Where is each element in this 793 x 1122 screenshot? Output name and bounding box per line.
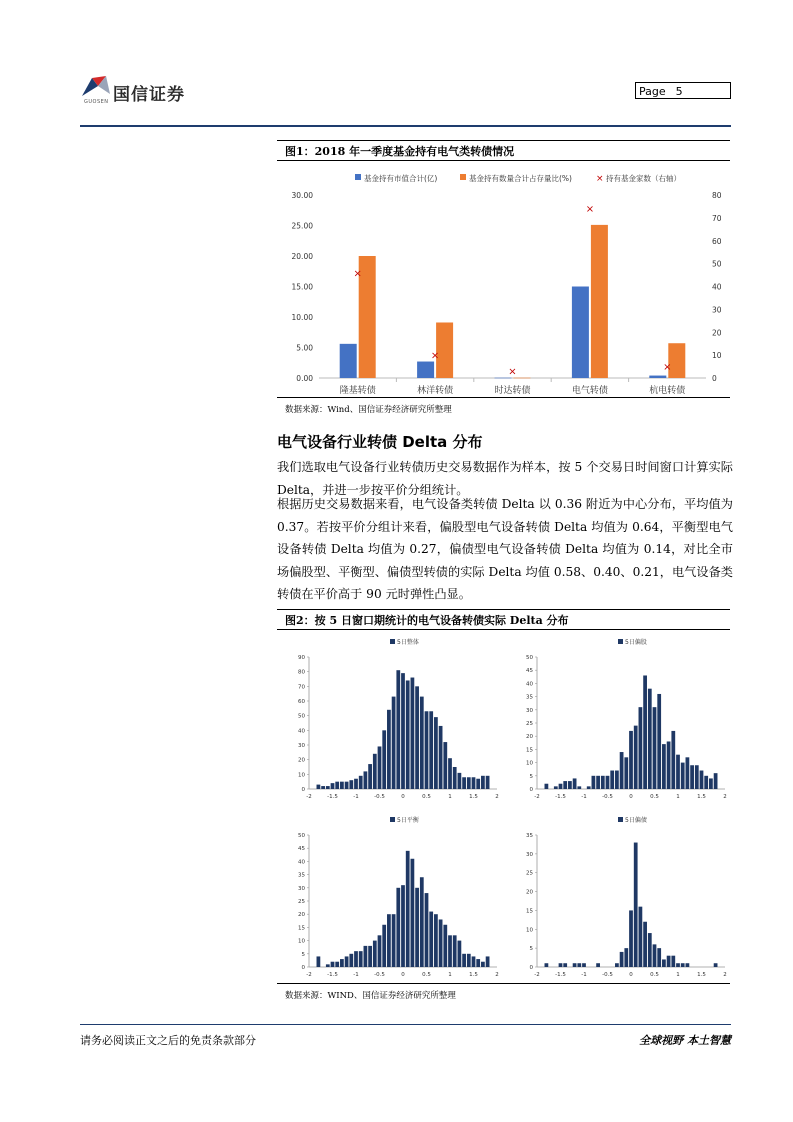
y-tick-label: 30 xyxy=(298,885,305,892)
histogram-bar xyxy=(714,773,718,789)
histogram-bar xyxy=(681,763,685,789)
x-tick-label: 2 xyxy=(723,794,727,800)
y-tick-label: 0 xyxy=(301,965,305,971)
histogram-bar xyxy=(411,678,415,789)
x-tick-label: -1 xyxy=(581,972,587,978)
histogram-bar xyxy=(657,948,661,967)
x-tick-label: -0.5 xyxy=(374,794,385,800)
histogram-bar xyxy=(592,776,596,789)
page-indicator xyxy=(635,82,731,99)
logo-mark-icon xyxy=(80,74,112,100)
histogram-bar xyxy=(486,956,490,967)
section-heading: 电气设备行业转债 Delta 分布 xyxy=(277,433,483,451)
histogram-bar xyxy=(443,742,447,789)
y-tick-label: 10.00 xyxy=(291,313,313,322)
y2-tick-label: 10 xyxy=(712,351,722,361)
histogram-bar xyxy=(382,730,386,789)
histogram-bar xyxy=(317,785,321,789)
y-tick-label: 40 xyxy=(298,859,305,866)
paragraph-1: 我们选取电气设备行业转债历史交易数据作为样本，按 5 个交易日时间窗口计算实际 Delta，并进一步按平价分组统计。 xyxy=(277,460,733,497)
bar-holding-ratio xyxy=(591,225,608,378)
histogram-bar xyxy=(559,784,563,789)
y2-tick-label: 70 xyxy=(712,213,722,223)
figure2-charts xyxy=(277,632,733,982)
histogram-bar xyxy=(453,767,457,789)
histogram-bar xyxy=(472,956,476,967)
histogram-bar xyxy=(686,757,690,789)
histogram-bar xyxy=(425,893,429,967)
histogram-bar xyxy=(335,962,339,967)
histogram-bar xyxy=(349,780,353,789)
figure1-rule xyxy=(277,397,730,398)
histogram-bar xyxy=(429,711,433,789)
histogram-bar xyxy=(620,752,624,789)
histogram-bar xyxy=(415,686,419,789)
paragraph-2: 根据历史交易数据来看，电气设备类转债 Delta 以 0.36 附近为中心分布，平均值为 0.37。若按平价分组计来看，偏股型电气设备转债 Delta 均值为 0.64，平衡型电气设备转债 Delta 均值为 0.27，偏债型电气设备转债 Delta 均值为 0.14，对比全市场偏股型、平衡型、偏债型转债的实际 Delta 均值 0.58、0.40、0.21，电气设备类转债在平价高于 90 元时弹性凸显。 xyxy=(277,497,733,601)
bar-market-value xyxy=(572,287,589,379)
y-tick-label: 40 xyxy=(526,681,533,688)
legend-swatch-0 xyxy=(390,639,395,644)
histogram-bar xyxy=(662,959,666,967)
histogram-bar xyxy=(458,941,462,967)
histogram-bar xyxy=(657,694,661,789)
histogram-bar xyxy=(486,776,490,789)
y2-tick-label: 80 xyxy=(712,191,722,200)
x-tick-label: 1 xyxy=(676,972,680,978)
histogram-bar xyxy=(443,925,447,967)
y-tick-label: 70 xyxy=(298,684,305,691)
histogram-bar xyxy=(481,776,485,789)
histogram-bar xyxy=(387,710,391,789)
y-tick-label: 0 xyxy=(301,787,305,793)
x-tick-label: 1 xyxy=(448,972,452,978)
legend-label-0: 5日整体 xyxy=(397,639,419,646)
histogram-bar xyxy=(671,731,675,789)
histogram-bar xyxy=(686,963,690,967)
histogram-bar xyxy=(671,956,675,967)
histogram-bar xyxy=(577,963,581,967)
histogram-bar xyxy=(563,963,567,967)
histogram-bar xyxy=(462,777,466,789)
histogram-bar xyxy=(462,954,466,967)
x-tick-label: 2 xyxy=(495,794,499,800)
y-tick-label: 35 xyxy=(526,694,533,701)
y-tick-label: 30 xyxy=(298,743,305,749)
disclaimer-note: 请务必阅读正文之后的免责条款部分 xyxy=(80,1034,256,1047)
y-tick-label: 35 xyxy=(298,872,305,879)
y2-tick-label: 30 xyxy=(712,305,722,315)
histogram-bar xyxy=(392,914,396,967)
legend-swatch-3 xyxy=(618,817,623,822)
histogram-bar xyxy=(448,935,452,967)
bar-market-value xyxy=(649,376,666,378)
histogram-bar xyxy=(317,956,321,967)
histogram-bar xyxy=(545,784,549,789)
bar-holding-ratio xyxy=(514,378,531,379)
histogram-bar xyxy=(667,741,671,789)
histogram-bar xyxy=(439,919,443,967)
histogram-bar xyxy=(545,963,549,967)
y-tick-label: 45 xyxy=(298,846,305,853)
logo-text: 国信证券 xyxy=(113,85,185,105)
x-tick-label: -0.5 xyxy=(374,972,385,978)
histogram-bar xyxy=(326,964,330,967)
histogram-bar xyxy=(359,951,363,967)
histogram-bar xyxy=(610,771,614,789)
histogram-bar xyxy=(354,779,358,789)
histogram-bar xyxy=(368,946,372,967)
y-tick-label: 0 xyxy=(529,965,533,971)
x-tick-label: 0 xyxy=(401,794,405,800)
x-tick-label: 1 xyxy=(676,794,680,800)
y-tick-label: 15 xyxy=(526,747,533,754)
histogram-bar xyxy=(415,888,419,967)
histogram-bar xyxy=(373,941,377,967)
y-tick-label: 30.00 xyxy=(291,191,313,200)
x-tick-label: 1.5 xyxy=(697,972,706,978)
y-tick-label: 30 xyxy=(526,707,533,714)
histogram-bar xyxy=(676,755,680,789)
histogram-bar xyxy=(629,910,633,967)
legend-swatch-1 xyxy=(618,639,623,644)
scatter-fund-count: × xyxy=(430,350,440,362)
y-tick-label: 50 xyxy=(526,655,533,661)
y-tick-label: 0.00 xyxy=(296,374,313,383)
histogram-bar xyxy=(639,907,643,967)
y-tick-label: 50 xyxy=(298,833,305,839)
y-tick-label: 40 xyxy=(298,728,305,735)
y-tick-label: 10 xyxy=(298,772,305,779)
histogram-bar xyxy=(559,963,563,967)
histogram-bar xyxy=(420,877,424,967)
legend-swatch-2 xyxy=(390,817,395,822)
histogram-bar xyxy=(634,843,638,967)
histogram-bar xyxy=(615,963,619,967)
histogram-bar xyxy=(453,935,457,967)
x-tick-label: -2 xyxy=(534,794,540,800)
histogram-bar xyxy=(321,786,325,789)
bar-market-value xyxy=(495,378,512,379)
histogram-bar xyxy=(340,782,344,789)
scatter-fund-count: × xyxy=(585,204,595,216)
legend-swatch-1 xyxy=(460,174,466,180)
histogram-bar xyxy=(448,758,452,789)
histogram-bar xyxy=(364,771,368,789)
y-tick-label: 35 xyxy=(526,833,533,839)
legend-label-2: 5日平衡 xyxy=(397,817,419,824)
scatter-fund-count: × xyxy=(508,366,517,378)
footer-slogan: 全球视野 本土智慧 xyxy=(639,1034,731,1047)
histogram-bar xyxy=(624,757,628,789)
histogram-bar xyxy=(704,776,708,789)
histogram-bar xyxy=(401,885,405,967)
legend-label-2: 持有基金家数（右轴） xyxy=(606,174,681,183)
histogram-bar xyxy=(382,925,386,967)
x-tick-label: 0.5 xyxy=(650,972,659,978)
legend-label-1: 基金持有数量合计占存量比(%) xyxy=(469,174,572,183)
y-tick-label: 15.00 xyxy=(291,282,313,292)
y-tick-label: 45 xyxy=(526,668,533,675)
histogram-bar xyxy=(458,773,462,789)
bar-market-value xyxy=(417,362,434,378)
histogram-bar xyxy=(714,963,718,967)
histogram-bar xyxy=(439,726,443,789)
histogram-bar xyxy=(429,912,433,967)
histogram-bar xyxy=(667,956,671,967)
x-tick-label: 1 xyxy=(448,794,452,800)
histogram-bar xyxy=(577,786,581,789)
y2-tick-label: 0 xyxy=(712,374,717,383)
x-tick-label: 0 xyxy=(401,972,405,978)
x-tick-label: 2 xyxy=(723,972,727,978)
histogram-bar xyxy=(331,962,335,967)
legend-marker-2: × xyxy=(596,174,604,184)
x-tick-label: 0 xyxy=(629,972,633,978)
histogram-bar xyxy=(345,782,349,789)
histogram-bar xyxy=(467,954,471,967)
histogram-bar xyxy=(596,963,600,967)
y-tick-label: 20 xyxy=(298,912,305,919)
logo-subtext: GUOSEN xyxy=(84,99,109,105)
histogram-bar xyxy=(643,922,647,967)
y2-tick-label: 60 xyxy=(712,236,722,246)
y-tick-label: 60 xyxy=(298,699,305,705)
histogram-bar xyxy=(406,851,410,967)
y-tick-label: 90 xyxy=(298,655,305,661)
x-tick-label: 1.5 xyxy=(697,794,706,800)
legend-label-0: 基金持有市值合计(亿) xyxy=(364,174,438,183)
histogram-bar xyxy=(392,697,396,789)
figure1-title: 图1：2018 年一季度基金持有电气类转债情况 xyxy=(277,140,730,161)
y2-tick-label: 20 xyxy=(712,328,722,338)
histogram-bar xyxy=(331,783,335,789)
histogram-bar xyxy=(662,744,666,789)
histogram-bar xyxy=(368,764,372,789)
x-tick-label: 0.5 xyxy=(650,794,659,800)
x-tick-label: 1.5 xyxy=(469,972,478,978)
page-label: Page xyxy=(639,85,666,98)
histogram-bar xyxy=(639,707,643,789)
y-tick-label: 5 xyxy=(301,951,305,958)
histogram-bar xyxy=(620,952,624,967)
figure2-source: 数据来源：WIND、国信证券经济研究所整理 xyxy=(285,991,456,1001)
histogram-bar xyxy=(648,689,652,789)
x-tick-label: -1 xyxy=(353,794,359,800)
histogram-bar xyxy=(629,731,633,789)
x-tick-label: -1 xyxy=(353,972,359,978)
legend-label-3: 5日偏债 xyxy=(625,817,647,824)
histogram-bar xyxy=(587,786,591,789)
histogram-bar xyxy=(434,914,438,967)
y-tick-label: 25.00 xyxy=(291,221,313,231)
category-label: 隆基转债 xyxy=(339,386,376,396)
y-tick-label: 5 xyxy=(529,773,533,780)
histogram-bar xyxy=(643,675,647,789)
legend-label-1: 5日偏股 xyxy=(625,639,647,646)
category-label: 时达转债 xyxy=(494,386,531,396)
category-label: 电气转债 xyxy=(571,386,608,396)
histogram-bar xyxy=(624,948,628,967)
legend-swatch-0 xyxy=(355,174,361,180)
scatter-fund-count: × xyxy=(663,362,672,374)
histogram-bar xyxy=(354,951,358,967)
x-tick-label: -2 xyxy=(534,972,540,978)
histogram-bar xyxy=(373,754,377,789)
y-tick-label: 10 xyxy=(526,760,533,767)
y-tick-label: 20 xyxy=(298,757,305,764)
x-tick-label: -1.5 xyxy=(555,972,566,978)
footer-rule xyxy=(80,1024,731,1025)
histogram-bar xyxy=(700,771,704,789)
histogram-bar xyxy=(690,765,694,789)
histogram-bar xyxy=(411,859,415,967)
figure1-source: 数据来源：Wind、国信证券经济研究所整理 xyxy=(285,405,452,415)
category-label: 杭电转债 xyxy=(649,386,686,396)
y-tick-label: 50 xyxy=(298,713,305,720)
x-tick-label: 2 xyxy=(495,972,499,978)
histogram-bar xyxy=(554,786,558,789)
histogram-bar xyxy=(601,776,605,789)
x-tick-label: -1.5 xyxy=(327,794,338,800)
y2-tick-label: 50 xyxy=(712,259,722,269)
scatter-fund-count: × xyxy=(353,268,362,280)
histogram-bar xyxy=(648,933,652,967)
histogram-bar xyxy=(709,778,713,789)
figure2-rule xyxy=(277,983,730,984)
y2-tick-label: 40 xyxy=(712,282,722,292)
histogram-bar xyxy=(401,673,405,789)
y-tick-label: 20.00 xyxy=(291,252,313,261)
histogram-bar xyxy=(387,914,391,967)
histogram-bar xyxy=(653,707,657,789)
histogram-bar xyxy=(396,888,400,967)
y-tick-label: 25 xyxy=(526,721,533,727)
histogram-bar xyxy=(476,779,480,789)
histogram-bar xyxy=(606,776,610,789)
x-tick-label: -2 xyxy=(306,972,312,978)
histogram-bar xyxy=(364,946,368,967)
x-tick-label: -1.5 xyxy=(327,972,338,978)
histogram-bar xyxy=(425,711,429,789)
histogram-bar xyxy=(335,782,339,789)
page-number: 5 xyxy=(675,85,683,98)
histogram-bar xyxy=(378,746,382,789)
histogram-bar xyxy=(615,771,619,789)
y-tick-label: 15 xyxy=(298,925,305,932)
y-tick-label: 30 xyxy=(526,851,533,858)
y-tick-label: 10 xyxy=(526,927,533,934)
histogram-bar xyxy=(676,963,680,967)
histogram-bar xyxy=(634,726,638,789)
histogram-bar xyxy=(434,717,438,789)
histogram-bar xyxy=(340,959,344,967)
y-tick-label: 25 xyxy=(526,870,533,877)
histogram-bar xyxy=(582,963,586,967)
x-tick-label: -0.5 xyxy=(602,972,613,978)
histogram-bar xyxy=(695,765,699,789)
histogram-bar xyxy=(472,777,476,789)
y-tick-label: 5.00 xyxy=(296,343,313,353)
y-tick-label: 5 xyxy=(529,946,533,953)
histogram-bar xyxy=(573,963,577,967)
x-tick-label: -1 xyxy=(581,794,587,800)
x-tick-label: -2 xyxy=(306,794,312,800)
histogram-bar xyxy=(359,776,363,789)
y-tick-label: 20 xyxy=(526,734,533,741)
figure2-title: 图2：按 5 日窗口期统计的电气设备转债实际 Delta 分布 xyxy=(277,609,730,630)
histogram-bar xyxy=(345,956,349,967)
x-tick-label: 0.5 xyxy=(422,794,431,800)
histogram-bar xyxy=(396,670,400,789)
histogram-bar xyxy=(681,963,685,967)
figure1-chart xyxy=(277,162,733,398)
y-tick-label: 10 xyxy=(298,938,305,945)
histogram-bar xyxy=(476,959,480,967)
x-tick-label: 1.5 xyxy=(469,794,478,800)
x-tick-label: -1.5 xyxy=(555,794,566,800)
header-rule xyxy=(80,125,731,127)
histogram-bar xyxy=(573,778,577,789)
histogram-bar xyxy=(596,776,600,789)
y-tick-label: 80 xyxy=(298,669,305,676)
y-tick-label: 20 xyxy=(526,889,533,896)
bar-market-value xyxy=(340,344,357,378)
histogram-bar xyxy=(349,954,353,967)
histogram-bar xyxy=(653,944,657,967)
histogram-bar xyxy=(563,781,567,789)
histogram-bar xyxy=(326,786,330,789)
y-tick-label: 25 xyxy=(298,899,305,905)
x-tick-label: 0 xyxy=(629,794,633,800)
histogram-bar xyxy=(481,962,485,967)
x-tick-label: 0.5 xyxy=(422,972,431,978)
x-tick-label: -0.5 xyxy=(602,794,613,800)
category-label: 林洋转债 xyxy=(417,386,454,396)
histogram-bar xyxy=(406,680,410,789)
histogram-bar xyxy=(420,697,424,789)
y-tick-label: 0 xyxy=(529,787,533,793)
histogram-bar xyxy=(568,781,572,789)
histogram-bar xyxy=(378,935,382,967)
y-tick-label: 15 xyxy=(526,908,533,915)
histogram-bar xyxy=(467,777,471,789)
